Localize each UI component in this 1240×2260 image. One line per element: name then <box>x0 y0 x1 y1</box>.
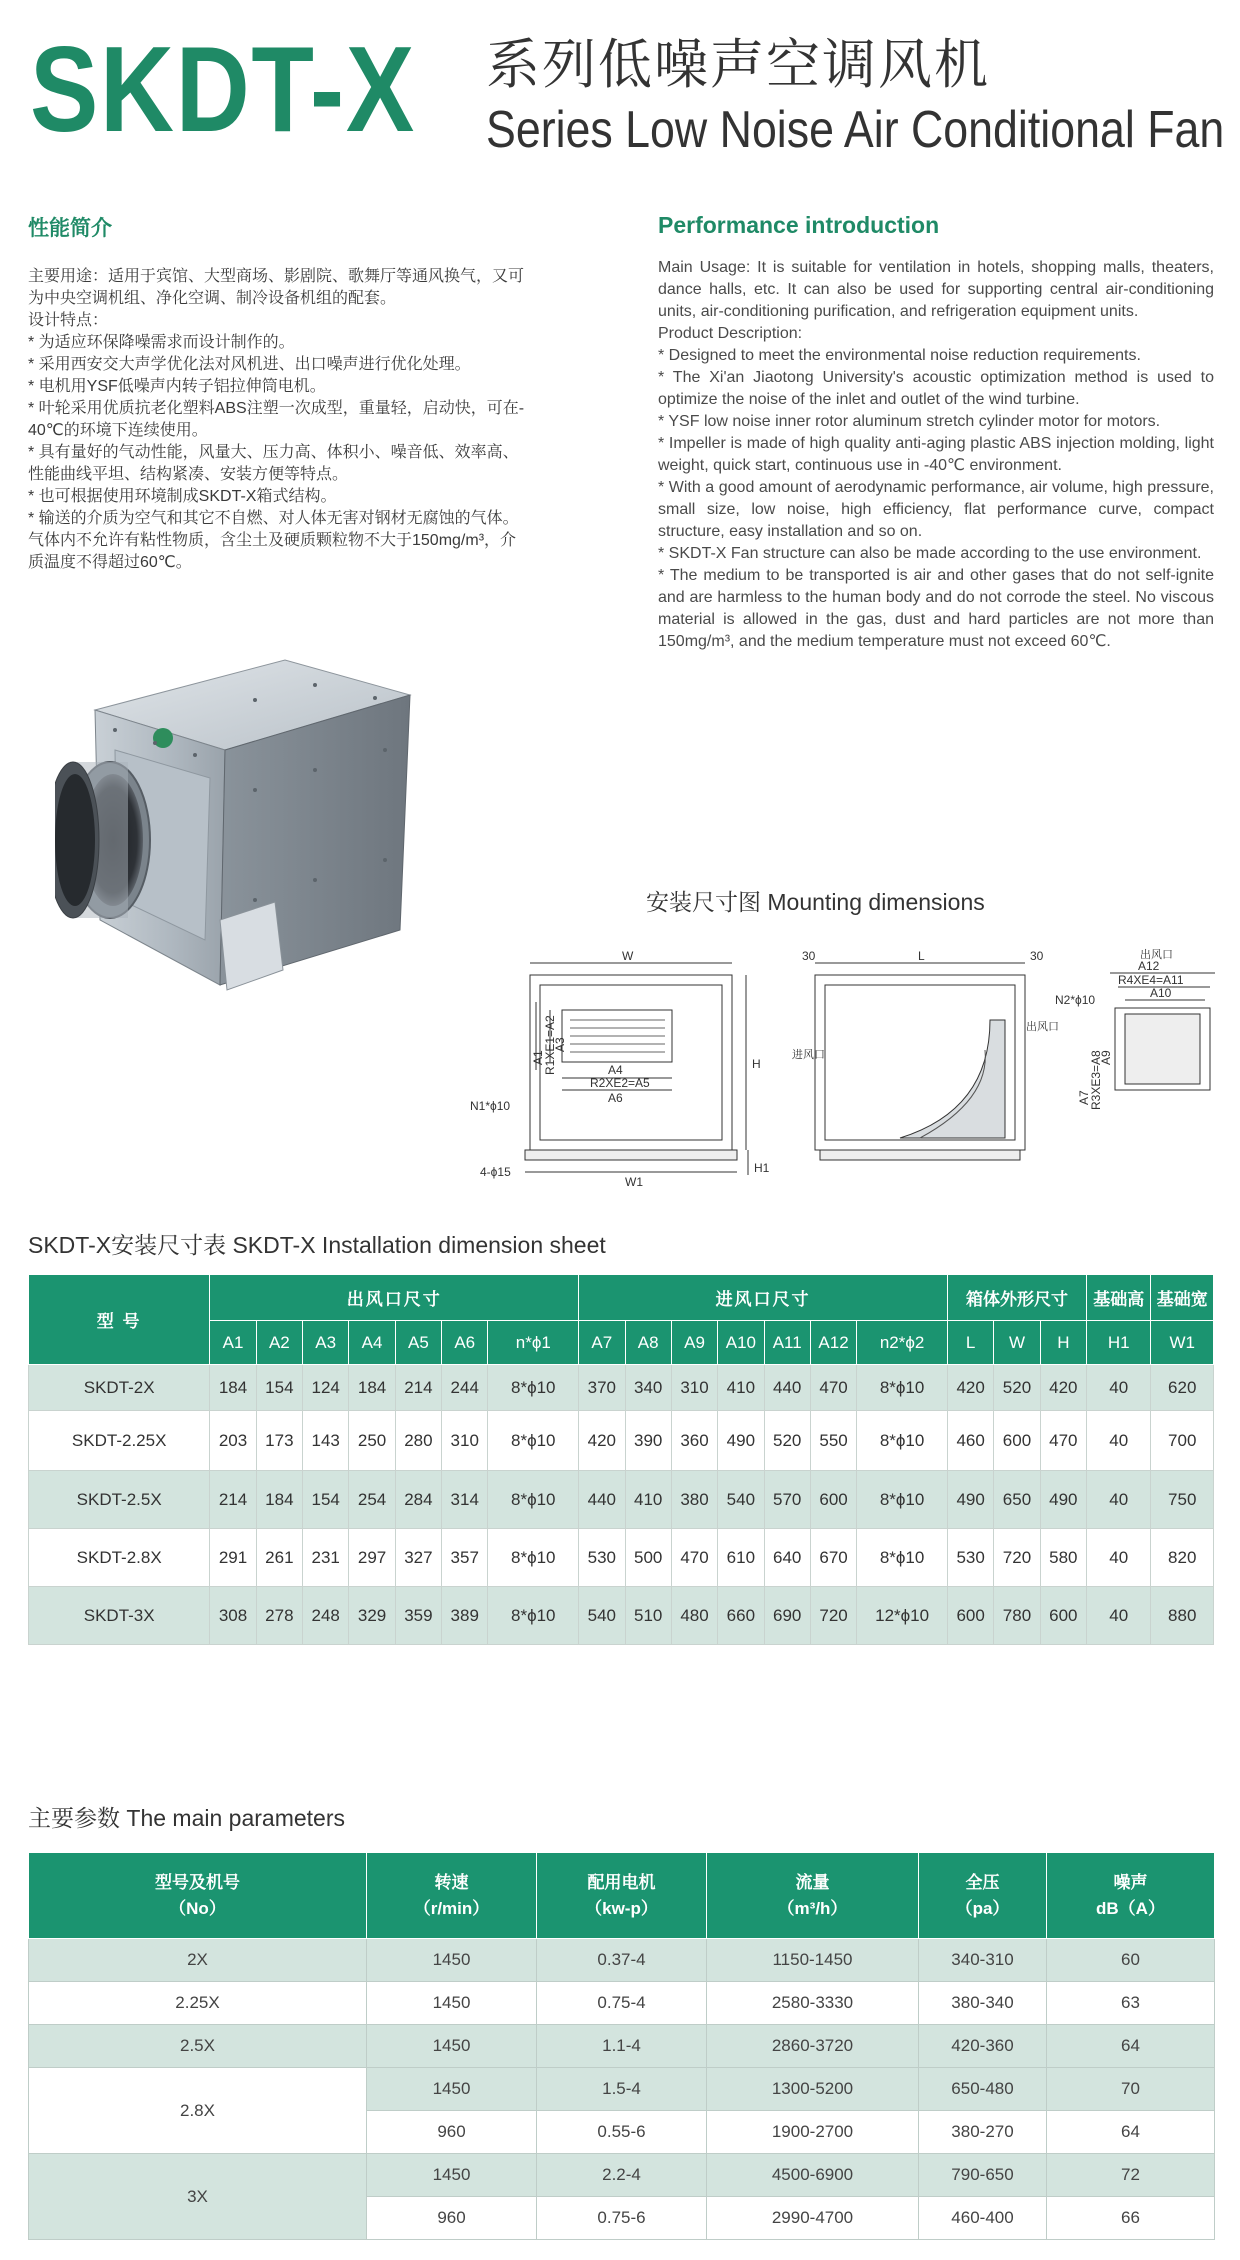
mounting-heading: 安装尺寸图 Mounting dimensions <box>646 889 985 915</box>
table-cell: 4500-6900 <box>707 2154 919 2197</box>
table-row <box>29 1939 1215 1982</box>
table-cell: 370 <box>579 1365 625 1411</box>
params-table-heading: 主要参数 The main parameters <box>28 1805 345 1831</box>
dimension-table <box>28 1274 1214 1645</box>
table-cell: 1.1-4 <box>537 2025 707 2068</box>
table-cell: 360 <box>671 1411 717 1471</box>
table-cell: 790-650 <box>919 2154 1047 2197</box>
table-cell: 750 <box>1151 1471 1214 1529</box>
intro-en-paragraph: Main Usage: It is suitable for ventilation in hotels, shopping malls, theaters, dance halls, etc. It can also be used for supporting central air-conditioning units, air-conditioning purification, and refrigeration equipment units. <box>658 259 1214 320</box>
table-cell: 650-480 <box>919 2068 1047 2111</box>
column-header: A8 <box>625 1321 671 1365</box>
table-cell: 40 <box>1087 1365 1151 1411</box>
intro-chinese <box>28 212 594 574</box>
table-cell: 154 <box>256 1365 302 1411</box>
intro-en-paragraph: * YSF low noise inner rotor aluminum stretch cylinder motor for motors. <box>658 413 1161 430</box>
table-cell: 1.5-4 <box>537 2068 707 2111</box>
mounting-drawing <box>470 940 1220 1200</box>
table-cell: 214 <box>210 1471 256 1529</box>
label-w: W <box>622 949 634 963</box>
header-cn: 流量 <box>795 1872 830 1892</box>
table-cell: 0.55-6 <box>537 2111 707 2154</box>
page-header <box>30 21 1225 168</box>
column-header: A11 <box>764 1321 810 1365</box>
intro-english <box>658 212 1214 653</box>
table-cell: 8*ϕ10 <box>488 1529 579 1587</box>
table-cell: 389 <box>442 1587 488 1645</box>
table-cell: 40 <box>1087 1529 1151 1587</box>
column-header: A10 <box>718 1321 764 1365</box>
label-l: L <box>918 949 925 963</box>
table-cell: 2990-4700 <box>707 2197 919 2240</box>
table-cell: 1450 <box>367 1939 537 1982</box>
table-cell: 8*ϕ10 <box>857 1529 948 1587</box>
table-cell: 8*ϕ10 <box>857 1365 948 1411</box>
column-header: A5 <box>395 1321 441 1365</box>
header-cn: 配用电机 <box>587 1872 656 1892</box>
table-cell: 184 <box>349 1365 395 1411</box>
table-cell: 248 <box>303 1587 349 1645</box>
table-cell: 64 <box>1047 2111 1215 2154</box>
table-cell: 420 <box>1040 1365 1086 1411</box>
model-title: SKDT-X <box>30 21 416 157</box>
table-cell: 70 <box>1047 2068 1215 2111</box>
table-cell: 440 <box>764 1365 810 1411</box>
table-cell: 8*ϕ10 <box>488 1471 579 1529</box>
table-cell: 720 <box>810 1587 856 1645</box>
params-column-header <box>707 1853 919 1939</box>
label-inlet: 进风口 <box>792 1049 825 1061</box>
table-cell: 254 <box>349 1471 395 1529</box>
table-cell: 960 <box>367 2111 537 2154</box>
model-cell: SKDT-2X <box>29 1365 210 1411</box>
inlet-detail <box>1055 947 1215 1110</box>
table-cell: 250 <box>349 1411 395 1471</box>
table-cell: 8*ϕ10 <box>488 1365 579 1411</box>
intro-cn-line: * 采用西安交大声学优化法对风机进、出口噪声进行优化处理。 <box>28 356 471 373</box>
intro-cn-line: * 电机用YSF低噪声内转子铝拉伸筒电机。 <box>28 378 326 395</box>
table-cell: 470 <box>1040 1411 1086 1471</box>
table-cell: 64 <box>1047 2025 1215 2068</box>
table-cell: 380 <box>671 1471 717 1529</box>
table-cell: 470 <box>671 1529 717 1587</box>
header-en: （m³/h） <box>777 1898 848 1918</box>
column-header: A9 <box>671 1321 717 1365</box>
label-n2: N2*ϕ10 <box>1055 993 1096 1007</box>
table-cell: 420-360 <box>919 2025 1047 2068</box>
table-row <box>29 1982 1215 2025</box>
table-cell: 780 <box>994 1587 1040 1645</box>
table-cell: 297 <box>349 1529 395 1587</box>
table-cell: 480 <box>671 1587 717 1645</box>
table-cell: 540 <box>718 1471 764 1529</box>
table-cell: 244 <box>442 1365 488 1411</box>
table-cell: 2860-3720 <box>707 2025 919 2068</box>
table-cell: 1150-1450 <box>707 1939 919 1982</box>
intro-cn-line: 气体内不允许有粘性物质，含尘土及硬质颗粒物不大于150mg/m³，介 <box>28 532 517 549</box>
header-en: （kw-p） <box>585 1898 658 1918</box>
th-box: 箱体外形尺寸 <box>947 1275 1086 1321</box>
table-cell: 124 <box>303 1365 349 1411</box>
intro-en-body <box>658 257 1214 653</box>
intro-cn-line: 主要用途：适用于宾馆、大型商场、影剧院、歌舞厅等通风换气，又可 <box>28 268 525 285</box>
label-a9: A9 <box>1099 1050 1113 1065</box>
intro-cn-body <box>28 266 594 574</box>
table-cell: 261 <box>256 1529 302 1587</box>
table-cell: 327 <box>395 1529 441 1587</box>
table-cell: 8*ϕ10 <box>488 1587 579 1645</box>
label-a5: R2XE2=A5 <box>590 1076 650 1090</box>
table-cell: 570 <box>764 1471 810 1529</box>
label-a3: A3 <box>553 1037 567 1052</box>
table-cell: 143 <box>303 1411 349 1471</box>
table-cell: 0.75-4 <box>537 1982 707 2025</box>
intro-cn-line: * 也可根据使用环境制成SKDT-X箱式结构。 <box>28 488 337 505</box>
table-cell: 510 <box>625 1587 671 1645</box>
table-cell: 66 <box>1047 2197 1215 2240</box>
label-outlet-detail: 出风口 <box>1140 949 1173 961</box>
header-en: dB（A） <box>1096 1898 1165 1918</box>
intro-en-paragraph: * With a good amount of aerodynamic performance, air volume, high pressure, small size, low noise, high efficiency, flat performance curve, compact structure, easy installation and so on. <box>658 479 1214 540</box>
intro-en-paragraph: * The medium to be transported is air and other gases that do not self-ignite and are harmless to the human body and do not corrode the steel. No viscous material is allowed in the gas, dust and hard particles are not more than 150mg/m³, and the medium temperature must not exceed 60℃. <box>658 567 1214 650</box>
table-cell: 720 <box>994 1529 1040 1587</box>
table-cell: 490 <box>718 1411 764 1471</box>
th-outlet: 出风口尺寸 <box>210 1275 579 1321</box>
column-header: A7 <box>579 1321 625 1365</box>
table-cell: 2.2-4 <box>537 2154 707 2197</box>
side-view <box>792 949 1059 1160</box>
table-cell: 1900-2700 <box>707 2111 919 2154</box>
model-cell: 2X <box>29 1939 367 1982</box>
table-cell: 8*ϕ10 <box>488 1411 579 1471</box>
table-cell: 660 <box>718 1587 764 1645</box>
table-cell: 308 <box>210 1587 256 1645</box>
table-cell: 310 <box>671 1365 717 1411</box>
table-cell: 8*ϕ10 <box>857 1471 948 1529</box>
table-cell: 440 <box>579 1471 625 1529</box>
title-chinese: 系列低噪声空调风机 <box>486 33 990 96</box>
intro-cn-line: * 为适应环保降噪需求而设计制作的。 <box>28 334 295 351</box>
table-cell: 2580-3330 <box>707 1982 919 2025</box>
th-inlet: 进风口尺寸 <box>579 1275 948 1321</box>
table-row <box>29 1365 1214 1411</box>
intro-cn-line: 性能曲线平坦、结构紧凑、安装方便等特点。 <box>28 466 349 483</box>
intro-cn-line: * 叶轮采用优质抗老化塑料ABS注塑一次成型，重量轻，启动快，可在- <box>28 400 525 417</box>
table-cell: 40 <box>1087 1411 1151 1471</box>
th-base-width: 基础宽 <box>1151 1275 1214 1321</box>
table-cell: 520 <box>764 1411 810 1471</box>
label-a11: R4XE4=A11 <box>1118 973 1184 987</box>
table-row <box>29 1471 1214 1529</box>
column-header: W1 <box>1151 1321 1214 1365</box>
table-cell: 291 <box>210 1529 256 1587</box>
column-header: A6 <box>442 1321 488 1365</box>
dimension-table-body <box>29 1365 1214 1645</box>
label-a4: A4 <box>608 1063 623 1077</box>
label-h1: H1 <box>754 1161 770 1175</box>
label-h: H <box>752 1057 761 1071</box>
table-row <box>29 1411 1214 1471</box>
table-cell: 0.75-6 <box>537 2197 707 2240</box>
table-cell: 1450 <box>367 2154 537 2197</box>
table-cell: 410 <box>625 1471 671 1529</box>
label-holes: 4-ϕ15 <box>480 1165 511 1179</box>
th-model: 型 号 <box>29 1275 210 1365</box>
params-table <box>28 1852 1215 2240</box>
header-en: （No） <box>169 1898 226 1918</box>
table-cell: 620 <box>1151 1365 1214 1411</box>
table-cell: 820 <box>1151 1529 1214 1587</box>
intro-en-paragraph: * The Xi'an Jiaotong University's acoustic optimization method is used to optimize the noise of the inlet and outlet of the wind turbine. <box>658 369 1214 408</box>
params-column-header <box>537 1853 707 1939</box>
label-a10: A10 <box>1150 986 1172 1000</box>
table-cell: 231 <box>303 1529 349 1587</box>
fan-product-photo <box>55 640 415 1000</box>
table-row <box>29 1587 1214 1645</box>
table-cell: 1450 <box>367 1982 537 2025</box>
model-cell: SKDT-2.8X <box>29 1529 210 1587</box>
model-cell: SKDT-2.5X <box>29 1471 210 1529</box>
table-cell: 520 <box>994 1365 1040 1411</box>
params-table-body <box>29 1939 1215 2240</box>
table-cell: 214 <box>395 1365 441 1411</box>
params-column-header <box>367 1853 537 1939</box>
intro-cn-heading: 性能简介 <box>28 217 112 240</box>
model-cell: SKDT-3X <box>29 1587 210 1645</box>
front-view <box>470 949 770 1189</box>
intro-cn-line: * 具有量好的气动性能，风量大、压力高、体积小、噪音低、效率高、 <box>28 444 519 461</box>
table-cell: 280 <box>395 1411 441 1471</box>
table-cell: 380-270 <box>919 2111 1047 2154</box>
header-en: （pa） <box>955 1898 1010 1918</box>
column-header: A12 <box>810 1321 856 1365</box>
label-n1: N1*ϕ10 <box>470 1099 511 1113</box>
header-cn: 转速 <box>434 1872 469 1892</box>
params-column-header <box>29 1853 367 1939</box>
table-cell: 340 <box>625 1365 671 1411</box>
table-cell: 600 <box>1040 1587 1086 1645</box>
table-cell: 184 <box>256 1471 302 1529</box>
table-cell: 12*ϕ10 <box>857 1587 948 1645</box>
intro-cn-line: 为中央空调机组、净化空调、制冷设备机组的配套。 <box>28 290 397 307</box>
column-header: n*ϕ1 <box>488 1321 579 1365</box>
intro-cn-line: 40℃的环境下连续使用。 <box>28 422 208 439</box>
intro-cn-line: 设计特点： <box>28 312 109 329</box>
label-w1: W1 <box>625 1175 643 1189</box>
table-cell: 8*ϕ10 <box>857 1411 948 1471</box>
params-column-header <box>919 1853 1047 1939</box>
table-cell: 960 <box>367 2197 537 2240</box>
table-cell: 530 <box>579 1529 625 1587</box>
table-cell: 460-400 <box>919 2197 1047 2240</box>
column-header: H <box>1040 1321 1086 1365</box>
table-cell: 540 <box>579 1587 625 1645</box>
table-cell: 670 <box>810 1529 856 1587</box>
table-cell: 420 <box>579 1411 625 1471</box>
column-header: L <box>947 1321 993 1365</box>
table-cell: 530 <box>947 1529 993 1587</box>
label-a7: A7 <box>1077 1090 1091 1105</box>
table-cell: 490 <box>947 1471 993 1529</box>
params-header-row <box>29 1853 1215 1939</box>
table-cell: 329 <box>349 1587 395 1645</box>
table-cell: 580 <box>1040 1529 1086 1587</box>
table-cell: 470 <box>810 1365 856 1411</box>
table-cell: 154 <box>303 1471 349 1529</box>
label-30-left: 30 <box>802 949 816 963</box>
label-a6: A6 <box>608 1091 623 1105</box>
header-cn: 型号及机号 <box>155 1872 240 1892</box>
table-cell: 1450 <box>367 2025 537 2068</box>
column-header: W <box>994 1321 1040 1365</box>
table-cell: 500 <box>625 1529 671 1587</box>
table-cell: 550 <box>810 1411 856 1471</box>
params-column-header <box>1047 1853 1215 1939</box>
intro-en-paragraph: Product Description: <box>658 325 803 342</box>
table-cell: 60 <box>1047 1939 1215 1982</box>
table-row <box>29 2154 1215 2197</box>
intro-en-paragraph: * SKDT-X Fan structure can also be made according to the use environment. <box>658 545 1202 562</box>
table-cell: 40 <box>1087 1471 1151 1529</box>
header-en: （r/min） <box>413 1898 490 1918</box>
dimension-table-heading: SKDT-X安装尺寸表 SKDT-X Installation dimension sheet <box>28 1232 606 1258</box>
table-cell: 600 <box>810 1471 856 1529</box>
column-header: H1 <box>1087 1321 1151 1365</box>
column-header: A2 <box>256 1321 302 1365</box>
table-cell: 0.37-4 <box>537 1939 707 1982</box>
model-cell: 2.25X <box>29 1982 367 2025</box>
table-cell: 410 <box>718 1365 764 1411</box>
table-cell: 1450 <box>367 2068 537 2111</box>
table-cell: 390 <box>625 1411 671 1471</box>
column-header: A4 <box>349 1321 395 1365</box>
table-cell: 690 <box>764 1587 810 1645</box>
table-cell: 40 <box>1087 1587 1151 1645</box>
header-cn: 噪声 <box>1113 1872 1148 1892</box>
label-a8: R3XE3=A8 <box>1089 1050 1103 1110</box>
column-header: n2*ϕ2 <box>857 1321 948 1365</box>
label-outlet: 出风口 <box>1026 1021 1059 1033</box>
column-header: A1 <box>210 1321 256 1365</box>
table-cell: 700 <box>1151 1411 1214 1471</box>
intro-en-paragraph: * Impeller is made of high quality anti-aging plastic ABS injection molding, light weight, quick start, continuous use in -40℃ environment. <box>658 435 1214 474</box>
table-cell: 173 <box>256 1411 302 1471</box>
model-cell: 2.8X <box>29 2068 367 2154</box>
table-cell: 490 <box>1040 1471 1086 1529</box>
table-cell: 359 <box>395 1587 441 1645</box>
intro-en-heading: Performance introduction <box>658 212 940 238</box>
table-cell: 63 <box>1047 1982 1215 2025</box>
table-cell: 650 <box>994 1471 1040 1529</box>
model-cell: 2.5X <box>29 2025 367 2068</box>
table-cell: 184 <box>210 1365 256 1411</box>
table-cell: 203 <box>210 1411 256 1471</box>
model-cell: 3X <box>29 2154 367 2240</box>
table-cell: 72 <box>1047 2154 1215 2197</box>
label-a2: R1XE1=A2 <box>543 1015 557 1075</box>
table-row <box>29 2025 1215 2068</box>
table-cell: 600 <box>994 1411 1040 1471</box>
label-a12: A12 <box>1138 959 1160 973</box>
table-row <box>29 2068 1215 2111</box>
table-cell: 600 <box>947 1587 993 1645</box>
th-base-height: 基础高 <box>1087 1275 1151 1321</box>
table-cell: 278 <box>256 1587 302 1645</box>
intro-cn-line: * 输送的介质为空气和其它不自燃、对人体无害对钢材无腐蚀的气体。 <box>28 510 519 527</box>
table-cell: 1300-5200 <box>707 2068 919 2111</box>
column-header: A3 <box>303 1321 349 1365</box>
table-cell: 380-340 <box>919 1982 1047 2025</box>
table-cell: 284 <box>395 1471 441 1529</box>
table-cell: 357 <box>442 1529 488 1587</box>
table-cell: 420 <box>947 1365 993 1411</box>
table-cell: 640 <box>764 1529 810 1587</box>
model-cell: SKDT-2.25X <box>29 1411 210 1471</box>
label-30-right: 30 <box>1030 949 1044 963</box>
table-cell: 314 <box>442 1471 488 1529</box>
table-cell: 880 <box>1151 1587 1214 1645</box>
table-row <box>29 1529 1214 1587</box>
table-cell: 460 <box>947 1411 993 1471</box>
header-cn: 全压 <box>965 1872 1000 1892</box>
table-cell: 340-310 <box>919 1939 1047 1982</box>
label-a1: A1 <box>531 1050 545 1065</box>
intro-en-paragraph: * Designed to meet the environmental noise reduction requirements. <box>658 347 1141 364</box>
table-cell: 310 <box>442 1411 488 1471</box>
title-english: Series Low Noise Air Conditional Fan <box>486 101 1225 159</box>
table-cell: 610 <box>718 1529 764 1587</box>
intro-cn-line: 质温度不得超过60℃。 <box>28 554 192 571</box>
